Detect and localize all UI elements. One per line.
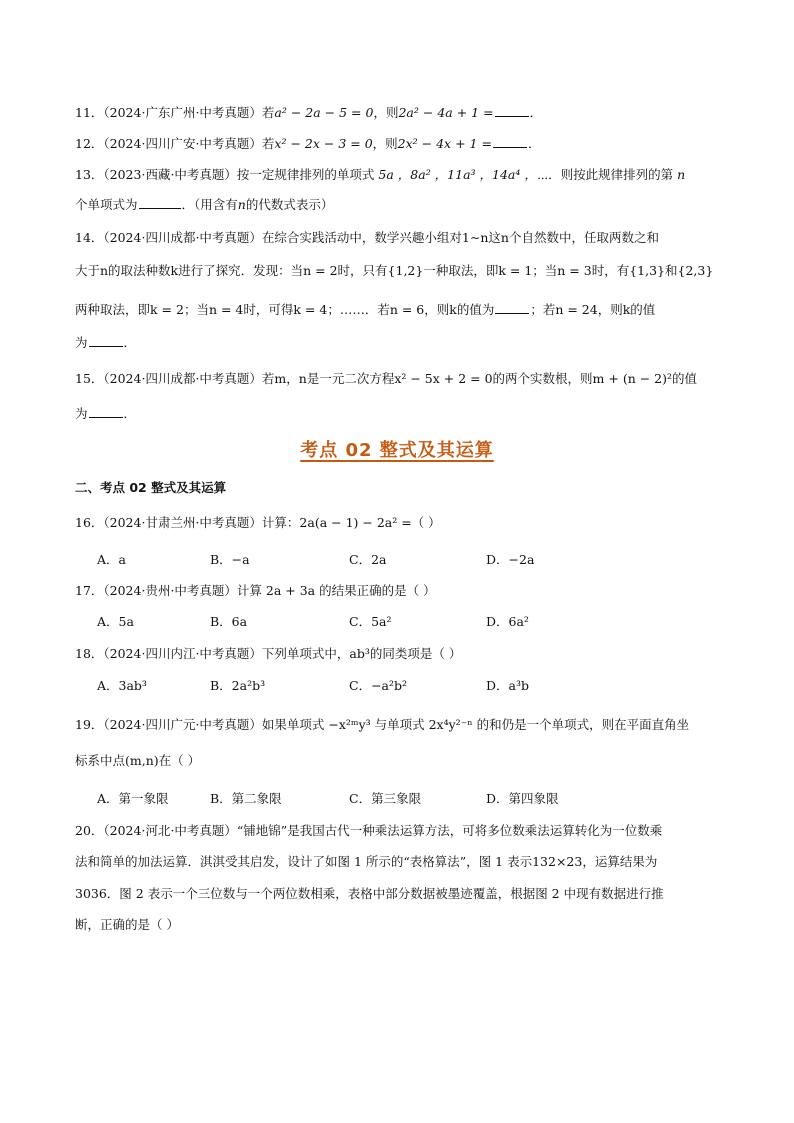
question-19-line-2: 标系中点(m,n)在（ ）	[75, 753, 201, 768]
option-a[interactable]: A．a	[97, 552, 126, 567]
answer-blank[interactable]	[89, 334, 123, 347]
question-13-line-2: 个单项式为 ．（用含有n的代数式表示）	[75, 197, 334, 212]
option-b[interactable]: B．−a	[210, 552, 250, 567]
question-14-line-3: 两种取法，即k = 2；当n = 4时，可得k = 4；……．若n = 6，则k的值为 ；若n = 24，则k的值	[75, 302, 656, 317]
question-15-line-2: 为 ．	[75, 406, 137, 421]
question-20-line-4: 断，正确的是（ ）	[75, 917, 179, 932]
question-13-line-1: 13．（2023·西藏·中考真题）按一定规律排列的单项式 5a ，8a² ，11a³ ，14a⁴ ，⋯．则按此规律排列的第 n	[75, 167, 686, 182]
answer-blank[interactable]	[495, 104, 529, 117]
option-d[interactable]: D．第四象限	[486, 791, 559, 806]
question-20-line-2: 法和简单的加法运算．淇淇受其启发，设计了如图 1 所示的“表格算法”，图 1 表示132×23，运算结果为	[75, 854, 658, 869]
sub-heading: 二、考点 02 整式及其运算	[75, 480, 227, 495]
question-16: 16．（2024·甘肃兰州·中考真题）计算：2a(a − 1) − 2a² =（ ）	[75, 515, 441, 530]
option-a[interactable]: A．第一象限	[97, 791, 169, 806]
question-18: 18．（2024·四川内江·中考真题）下列单项式中，ab³的同类项是（ ）	[75, 646, 462, 661]
option-a[interactable]: A．3ab³	[97, 678, 147, 693]
option-c[interactable]: C．2a	[349, 552, 387, 567]
answer-blank[interactable]	[89, 405, 123, 418]
question-11: 11．（2024·广东广州·中考真题）若a² − 2a − 5 = 0，则2a² − 4a + 1 = ．	[75, 105, 543, 120]
question-20-line-3: 3036．图 2 表示一个三位数与一个两位数相乘，表格中部分数据被墨迹覆盖，根据图 2 中现有数据进行推	[75, 886, 664, 901]
option-c[interactable]: C．−a²b²	[349, 678, 408, 693]
question-14-line-2: 大于n的取法种数k进行了探究．发现：当n = 2时，只有{1,2}一种取法，即k = 1；当n = 3时，有{1,3}和{2,3}	[75, 263, 714, 278]
question-15-line-1: 15．（2024·四川成都·中考真题）若m，n是一元二次方程x² − 5x + 2 = 0的两个实数根，则m + (n − 2)²的值	[75, 371, 698, 386]
question-14-line-1: 14．（2024·四川成都·中考真题）在综合实践活动中，数学兴趣小组对1∼n这n个自然数中，任取两数之和	[75, 230, 659, 245]
option-b[interactable]: B．2a²b³	[210, 678, 266, 693]
option-d[interactable]: D．−2a	[486, 552, 535, 567]
question-17: 17．（2024·贵州·中考真题）计算 2a + 3a 的结果正确的是（ ）	[75, 583, 436, 598]
answer-blank[interactable]	[139, 196, 181, 209]
question-19-line-1: 19．（2024·四川广元·中考真题）如果单项式 −x²ᵐy³ 与单项式 2x⁴y²⁻ⁿ 的和仍是一个单项式，则在平面直角坐	[75, 717, 690, 732]
question-20-line-1: 20．（2024·河北·中考真题）“铺地锦”是我国古代一种乘法运算方法，可将多位数乘法运算转化为一位数乘	[75, 823, 663, 838]
option-d[interactable]: D．a³b	[486, 678, 529, 693]
option-a[interactable]: A．5a	[97, 614, 134, 629]
question-12: 12．（2024·四川广安·中考真题）若x² − 2x − 3 = 0，则2x² − 4x + 1 = ．	[75, 136, 541, 151]
option-b[interactable]: B．6a	[210, 614, 248, 629]
option-c[interactable]: C．5a²	[349, 614, 392, 629]
section-title: 考点 02 整式及其运算	[300, 440, 494, 461]
option-b[interactable]: B．第二象限	[210, 791, 282, 806]
answer-blank[interactable]	[493, 135, 527, 148]
question-14-line-4: 为 ．	[75, 335, 137, 350]
option-d[interactable]: D．6a²	[486, 614, 529, 629]
option-c[interactable]: C．第三象限	[349, 791, 422, 806]
answer-blank[interactable]	[495, 301, 529, 314]
